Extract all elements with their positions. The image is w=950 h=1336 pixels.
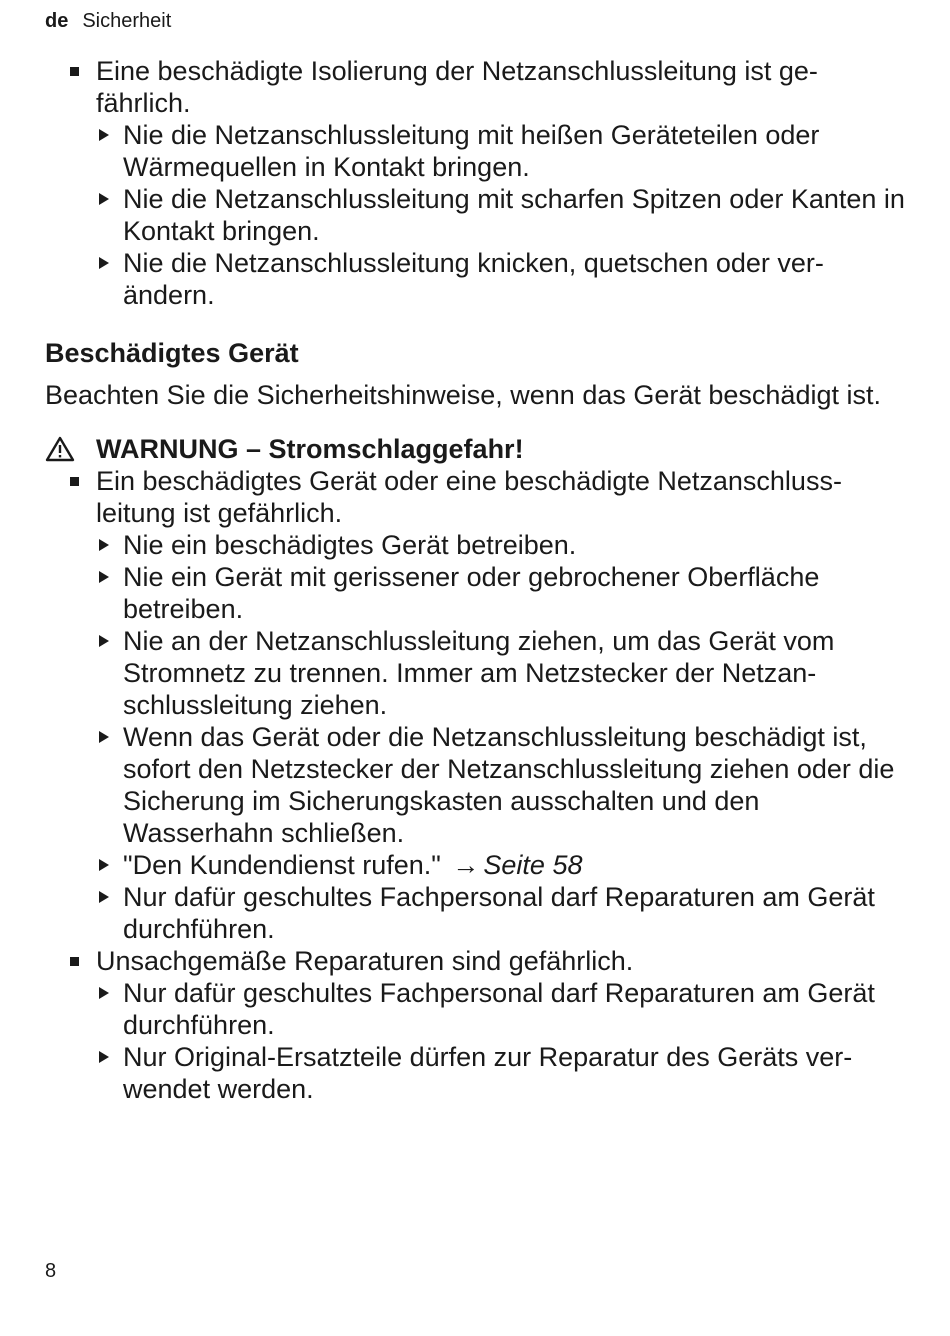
warning-title-text: WARNUNG – Stromschlaggefahr! [96, 434, 524, 464]
list-item [45, 55, 905, 119]
list-item-text: Unsachgemäße Reparaturen sind gefährlich. [96, 946, 634, 976]
triangle-bullet-icon [99, 1051, 109, 1063]
triangle-bullet-icon [99, 891, 109, 903]
list-item [45, 945, 905, 977]
sub-list-item [45, 1041, 905, 1105]
sub-list-item [45, 881, 905, 945]
sub-list-item [45, 529, 905, 561]
sub-list-item-text: Wenn das Gerät oder die Netzanschlussleitung beschädigt ist, sofort den Netzstecker der Netzanschlussleitung ziehen oder die Sicherung im Sicherungskasten ausschalten und den Wasserhahn schließen. [123, 722, 895, 848]
triangle-bullet-icon [99, 129, 109, 141]
triangle-bullet-icon [99, 859, 109, 871]
triangle-bullet-icon [99, 539, 109, 551]
intro-paragraph: Beachten Sie die Sicherheitshinweise, wenn das Gerät beschädigt ist. [45, 380, 881, 410]
sub-list-item [45, 721, 905, 849]
sub-list-item-text: Nie ein beschädigtes Gerät betreiben. [123, 530, 577, 560]
square-bullet-icon [70, 67, 79, 76]
list-item [45, 465, 905, 529]
call-service-text: "Den Kundendienst rufen." [123, 850, 441, 880]
sub-list-item [45, 561, 905, 625]
sub-list-item [45, 183, 905, 247]
sub-list-item-text: Nie die Netzanschlussleitung knicken, quetschen oder ver- ändern. [123, 248, 824, 310]
triangle-bullet-icon [99, 257, 109, 269]
triangle-bullet-icon [99, 193, 109, 205]
sub-list-item-text: Nie die Netzanschlussleitung mit scharfen Spitzen oder Kanten in Kontakt bringen. [123, 184, 905, 246]
list-item-text: Ein beschädigtes Gerät oder eine beschädigte Netzanschluss- leitung ist gefährlich. [96, 466, 842, 528]
page-content [45, 55, 905, 1105]
page-header [45, 9, 171, 33]
sub-list-item-text: Nur dafür geschultes Fachpersonal darf Reparaturen am Gerät durchführen. [123, 978, 875, 1040]
list-item-text: Eine beschädigte Isolierung der Netzanschlussleitung ist ge- fährlich. [96, 56, 818, 118]
triangle-bullet-icon [99, 987, 109, 999]
section-title: Sicherheit [82, 10, 172, 32]
square-bullet-icon [70, 957, 79, 966]
arrow-right-icon: → [452, 850, 480, 880]
sub-list-item-text: Nie an der Netzanschlussleitung ziehen, um das Gerät vom Stromnetz zu trennen. Immer am Netzstecker der Netzan- schlussleitung ziehen. [123, 626, 835, 720]
triangle-bullet-icon [99, 635, 109, 647]
sub-list-item-text: Nie ein Gerät mit gerissener oder gebrochener Oberfläche betreiben. [123, 562, 820, 624]
page-number: 8 [45, 1260, 57, 1282]
page-reference-link[interactable]: Seite 58 [483, 850, 583, 880]
sub-list-item-text: Nur Original-Ersatzteile dürfen zur Reparatur des Geräts ver- wendet werden. [123, 1042, 853, 1104]
square-bullet-icon [70, 477, 79, 486]
warning-title [45, 433, 905, 465]
section-heading: Beschädigtes Gerät [45, 338, 299, 368]
triangle-bullet-icon [99, 731, 109, 743]
sub-list-item [45, 625, 905, 721]
sub-list-item [45, 119, 905, 183]
sub-list-item [45, 977, 905, 1041]
sub-list-item [45, 849, 905, 881]
sub-list-item [45, 247, 905, 311]
sub-list-item-text: Nur dafür geschultes Fachpersonal darf Reparaturen am Gerät durchführen. [123, 882, 875, 944]
sub-list-item-text: Nie die Netzanschlussleitung mit heißen Geräteteilen oder Wärmequellen in Kontakt bringen. [123, 120, 820, 182]
warning-triangle-icon [45, 436, 75, 462]
language-code: de [45, 10, 69, 32]
triangle-bullet-icon [99, 571, 109, 583]
